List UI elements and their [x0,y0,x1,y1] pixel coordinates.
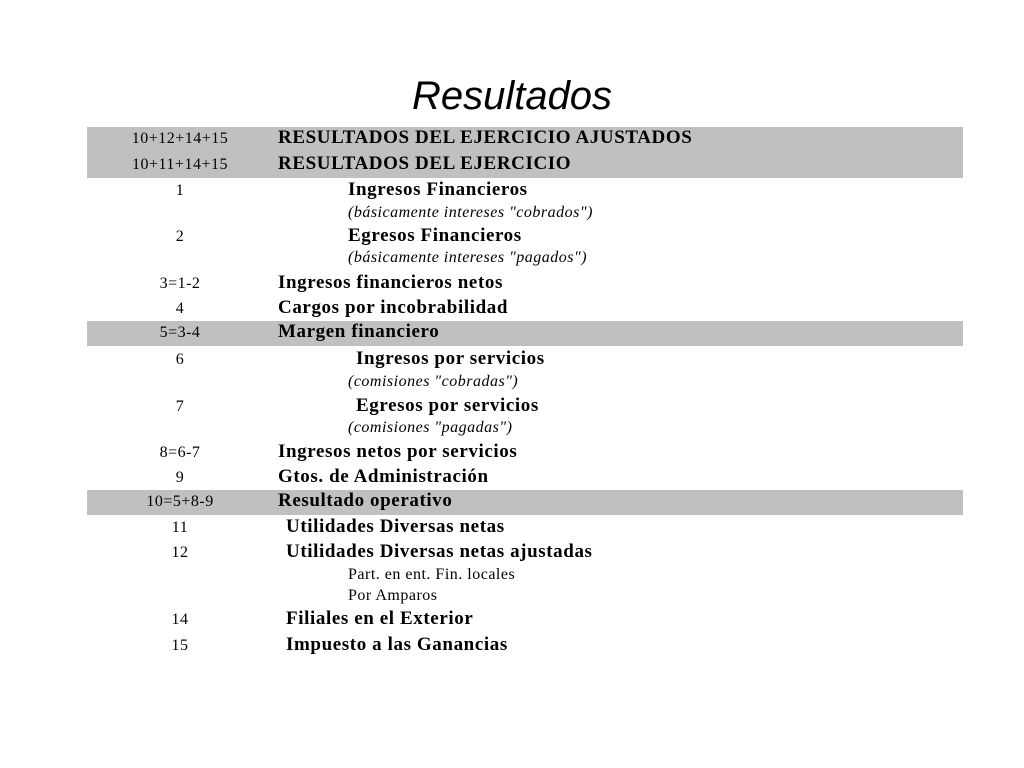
row-code: 1 [175,182,185,199]
row-code: 15 [171,637,189,654]
row-label: Egresos Financieros [348,225,522,246]
row-code: 2 [175,228,185,245]
row-code: 10+11+14+15 [132,156,228,173]
row-code: 11 [171,519,189,536]
row-code: 10=5+8-9 [146,493,214,510]
row-label: Ingresos por servicios [356,348,545,369]
row-note: (comisiones "pagadas") [348,419,513,436]
row-note: (comisiones "cobradas") [348,373,519,390]
row-label: Ingresos Financieros [348,179,528,200]
row-note: (básicamente intereses "cobrados") [348,204,593,221]
row-label: Utilidades Diversas netas ajustadas [286,541,593,562]
row-label: Resultado operativo [278,490,453,511]
row-code: 5=3-4 [159,324,201,341]
table-row [87,346,963,393]
table-row [87,224,963,271]
row-code: 10+12+14+15 [131,130,229,147]
table-row [87,271,963,296]
row-note: (básicamente intereses "pagados") [348,249,588,266]
table-row [87,465,963,490]
table-row [87,440,963,465]
row-label: Egresos por servicios [356,395,539,416]
row-code: 6 [175,351,185,368]
row-subitem: Part. en ent. Fin. locales [348,566,516,583]
row-label: Cargos por incobrabilidad [278,297,509,318]
table-row [87,321,963,346]
row-label: RESULTADOS DEL EJERCICIO AJUSTADOS [278,127,693,148]
table-row [87,607,963,633]
table-row [87,633,963,659]
row-code: 3=1-2 [159,275,201,292]
row-code: 12 [171,544,189,561]
row-code: 14 [171,611,189,628]
row-code: 9 [175,469,185,486]
row-code: 8=6-7 [159,444,201,461]
slide-title: Resultados [411,74,613,118]
row-label: RESULTADOS DEL EJERCICIO [278,153,572,174]
table-row [87,296,963,321]
row-label: Filiales en el Exterior [286,608,474,629]
table-row [87,178,963,224]
row-label: Impuesto a las Ganancias [286,634,508,655]
table-row [87,490,963,515]
row-label: Gtos. de Administración [278,466,489,487]
row-label: Margen financiero [278,321,440,342]
row-subitem: Por Amparos [348,587,438,604]
table-row [87,393,963,440]
table-row [87,540,963,607]
table-row [87,152,963,178]
row-label: Ingresos financieros netos [278,272,503,293]
row-code: 7 [175,398,185,415]
row-code: 4 [175,300,185,317]
row-label: Ingresos netos por servicios [278,441,518,462]
row-label: Utilidades Diversas netas [286,516,505,537]
table-row [87,127,963,152]
table-row [87,515,963,540]
